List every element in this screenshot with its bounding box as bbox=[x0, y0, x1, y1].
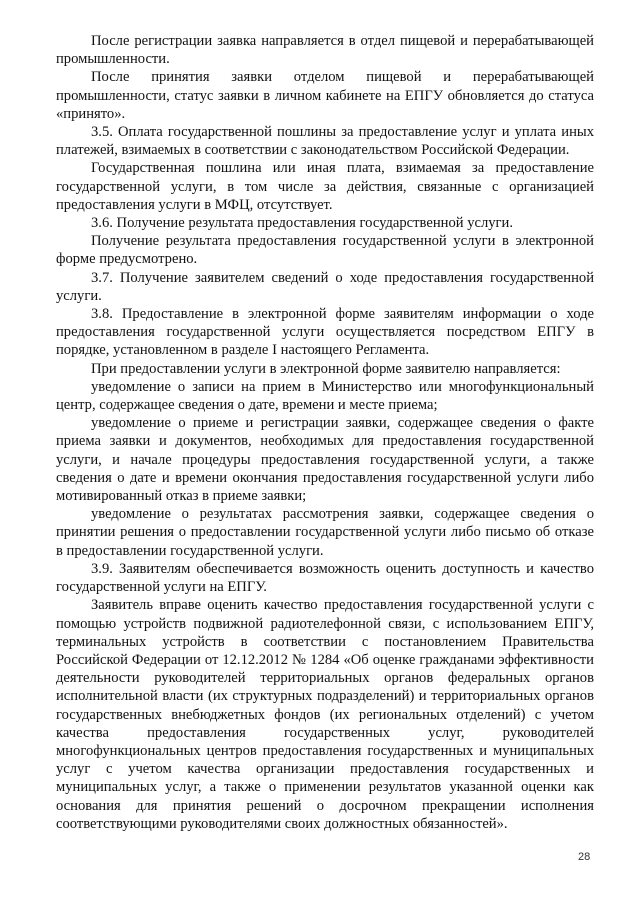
paragraph-3-7: 3.7. Получение заявителем сведений о ходе предоставления государственной услуги. bbox=[56, 269, 594, 304]
page-number: 28 bbox=[578, 851, 591, 863]
paragraph-3-9: 3.9. Заявителям обеспечивается возможность оценить доступность и качество государственной услуги на ЕПГУ. bbox=[56, 560, 594, 596]
document-body bbox=[56, 32, 594, 833]
paragraph-status-update: После принятия заявки отделом пищевой и перерабатывающей промышленности, статус заявки в личном кабинете на ЕПГУ обновляется до статуса «принято». bbox=[56, 69, 594, 122]
paragraph-result-electronic: Получение результата предоставления государственной услуги в электронной форме предусмотрено. bbox=[56, 233, 594, 268]
paragraph-registration: После регистрации заявка направляется в отдел пищевой и перерабатывающей промышленности. bbox=[56, 33, 594, 68]
paragraph-notification-results: уведомление о результатах рассмотрения заявки, содержащее сведения о принятии решения о предоставлении государственной услуги либо письмо об отказе в предоставлении государственной услуги. bbox=[56, 506, 594, 559]
paragraph-fee: Государственная пошлина или иная плата, взимаемая за предоставление государственной услуги, в том числе за действия, связанные с организацией предоставления услуги в МФЦ, отсутствует. bbox=[56, 160, 594, 213]
paragraph-3-5: 3.5. Оплата государственной пошлины за предоставление услуг и уплата иных платежей, взимаемых в соответствии с законодательством Российской Федерации. bbox=[56, 124, 594, 159]
paragraph-notifications-intro: При предоставлении услуги в электронной форме заявителю направляется: bbox=[91, 360, 561, 377]
paragraph-3-6: 3.6. Получение результата предоставления государственной услуги. bbox=[91, 215, 513, 232]
paragraph-quality-assessment: Заявитель вправе оценить качество предоставления государственной услуги с помощью устройств подвижной радиотелефонной связи, с использованием ЕПГУ, терминальных устройств в соответствии с постановлением Правительства Российской Федерации от 12.12.2012 № 1284 «Об оценке гражданами эффективности деятельности руководителей территориальных органов федеральных органов исполнительной власти (их структурных подразделений) и территориальных органов государственных внебюджетных фондов (их региональных отделений) с учетом качества предоставления государственных услуг, руководителей многофункциональных центров предоставления государственных и муниципальных услуг с учетом качества организации предоставления государственных и муниципальных услуг, а также о применении результатов указанной оценки как основания для принятия решений о досрочном прекращении исполнения соответствующими руководителями своих должностных обязанностей». bbox=[56, 597, 594, 832]
paragraph-3-8: 3.8. Предоставление в электронной форме заявителям информации о ходе предоставления государственной услуги осуществляется посредством ЕПГУ в порядке, установленном в разделе I настоящего Регламента. bbox=[56, 306, 594, 359]
paragraph-notification-appointment: уведомление о записи на прием в Министерство или многофункциональный центр, содержащее сведения о дате, времени и месте приема; bbox=[56, 378, 594, 414]
paragraph-notification-registration: уведомление о приеме и регистрации заявки, содержащее сведения о факте приема заявки и документов, необходимых для предоставления государственной услуги, и начале процедуры предоставления государственной услуги, а также сведения о дате и времени окончания предоставления государственной услуги либо мотивированный отказ в приеме заявки; bbox=[56, 415, 594, 505]
